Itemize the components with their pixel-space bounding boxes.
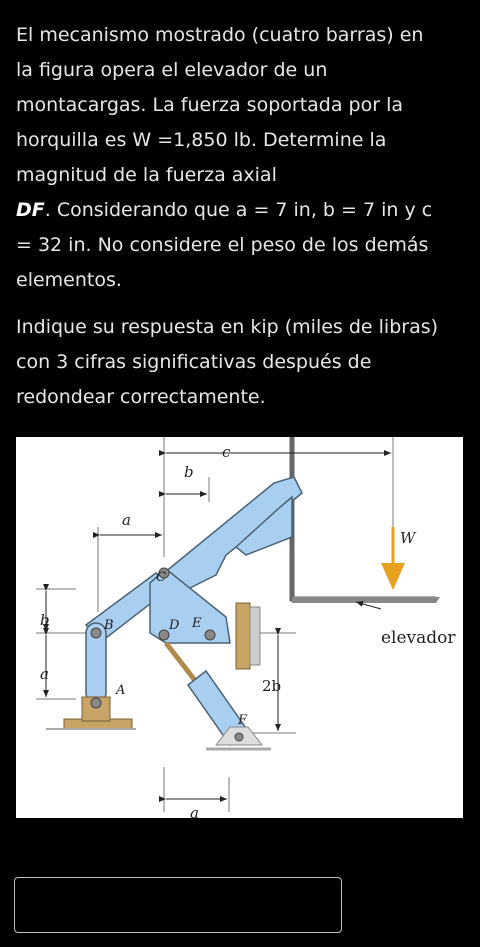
problem-line: elementos. — [16, 269, 122, 291]
label-c-point: C — [156, 570, 166, 585]
problem-line: la figura opera el elevador de un — [16, 59, 328, 81]
problem-line: = 32 in. No considere el peso de los demás — [16, 234, 429, 256]
label-elevador: elevador — [381, 628, 456, 648]
label-2b: 2b — [262, 677, 282, 695]
mechanism-figure — [16, 437, 463, 818]
wall-e — [250, 607, 260, 665]
label-a-bottom: a — [190, 804, 199, 818]
instruction-line: Indique su respuesta en kip (miles de libras) — [16, 316, 439, 338]
label-c: c — [222, 443, 231, 461]
elevator-body — [292, 437, 463, 603]
label-a-point: A — [116, 683, 126, 698]
force-label-df: DF — [16, 199, 45, 221]
problem-line: montacargas. La fuerza soportada por la — [16, 94, 403, 116]
label-a-top: a — [122, 511, 131, 529]
answer-input[interactable] — [14, 877, 342, 933]
problem-line: horquilla es W =1,850 lb. Determine la — [16, 129, 387, 151]
label-a-left: a — [40, 665, 49, 683]
problem-line: . Considerando que a = 7 in, b = 7 in y c — [44, 199, 433, 221]
instruction-line: con 3 cifras significativas después de — [16, 351, 372, 373]
instruction-line: redondear correctamente. — [16, 386, 266, 408]
label-d-point: D — [169, 618, 180, 633]
problem-statement — [16, 18, 466, 415]
label-b-point: B — [104, 618, 114, 633]
label-b-top: b — [184, 463, 194, 481]
problem-line: magnitud de la fuerza axial — [16, 164, 277, 186]
support-e — [236, 603, 250, 669]
mechanism-diagram — [16, 437, 463, 818]
label-e-point: E — [192, 616, 202, 631]
label-f-point: F — [238, 713, 248, 728]
problem-line: El mecanismo mostrado (cuatro barras) en — [16, 24, 424, 46]
label-b-left: b — [40, 611, 50, 629]
label-w: W — [400, 529, 416, 547]
